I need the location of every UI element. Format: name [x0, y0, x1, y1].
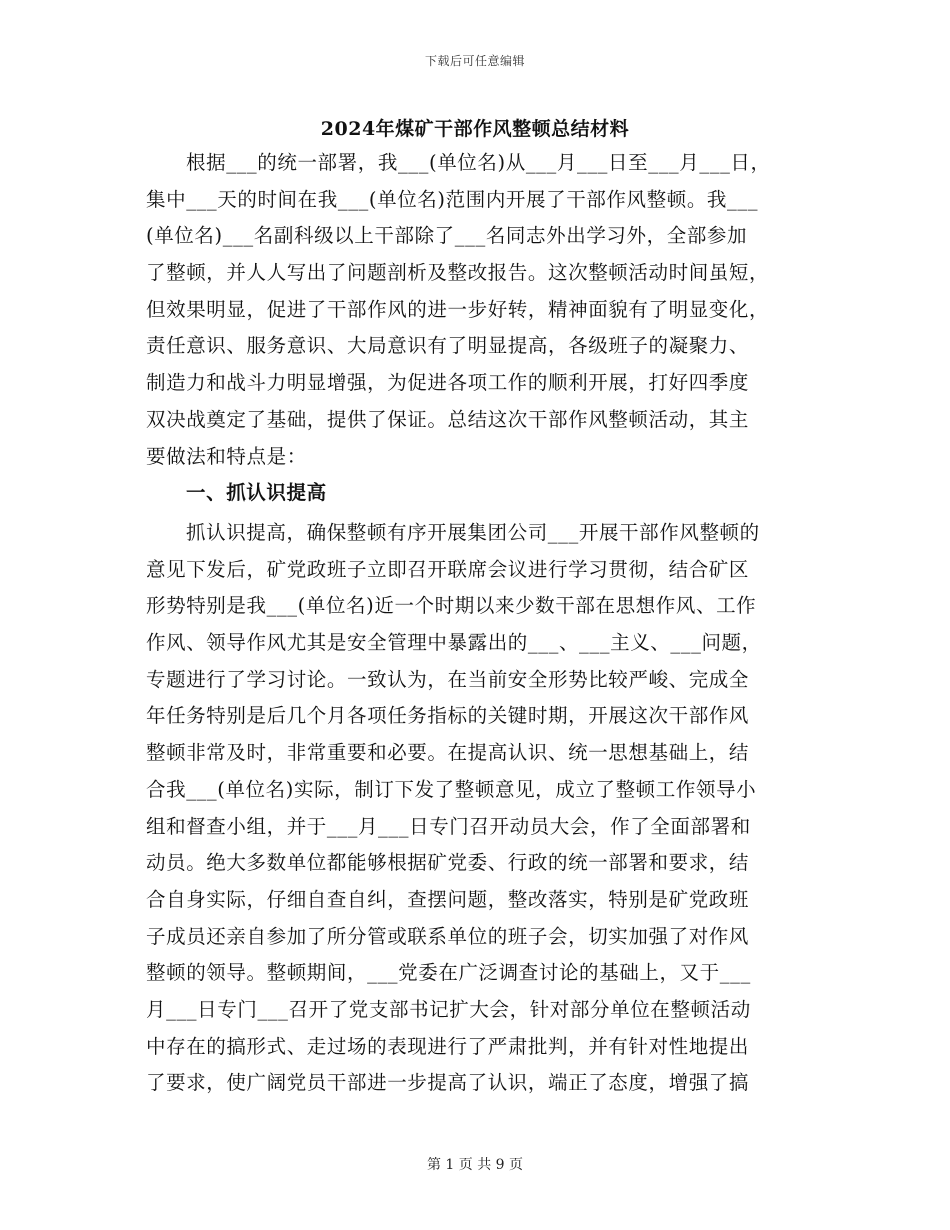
- text-line: 中存在的搞形式、走过场的表现进行了严肃批判，并有针对性地提出: [146, 1034, 750, 1058]
- text-line: 抓认识提高，确保整顿有序开展集团公司___开展干部作风整顿的: [186, 521, 760, 544]
- text-line: 集中___天的时间在我___(单位名)范围内开展了干部作风整顿。我___: [146, 187, 759, 211]
- text-line: 根据___的统一部署，我___(单位名)从___月___日至___月___日，: [186, 151, 771, 174]
- paragraph-1: [146, 145, 806, 512]
- text-line: 整顿非常及时，非常重要和必要。在提高认识、统一思想基础上，结: [146, 741, 750, 765]
- page-number-footer: 第 1 页 共 9 页: [426, 1157, 524, 1173]
- text-line: 了整顿，并人人写出了问题剖析及整改报告。这次整顿活动时间虽短，: [146, 261, 770, 285]
- text-line: 作风、领导作风尤其是安全管理中暴露出的___、___主义、___问题，: [146, 631, 762, 655]
- text-line: 要做法和特点是：: [146, 444, 307, 468]
- text-line: 意见下发后，矿党政班子立即召开联席会议进行学习贯彻，结合矿区: [146, 557, 750, 581]
- text-line: 年任务特别是后几个月各项任务指标的关键时期，开展这次干部作风: [146, 704, 750, 728]
- text-line: 动员。绝大多数单位都能够根据矿党委、行政的统一部署和要求，结: [146, 851, 750, 875]
- text-line: 组和督查小组，并于___月___日专门召开动员大会，作了全面部署和: [146, 814, 751, 838]
- header-note: 下载后可任意编辑: [424, 54, 525, 68]
- text-line: 整顿的领导。整顿期间，___党委在广泛调查讨论的基础上，又于___: [146, 961, 751, 985]
- text-line: 责任意识、服务意识、大局意识有了明显提高，各级班子的凝聚力、: [146, 334, 750, 358]
- text-line: 子成员还亲自参加了所分管或联系单位的班子会，切实加强了对作风: [146, 924, 750, 948]
- section-heading: 一、抓认识提高: [186, 481, 327, 505]
- document-title: 2024年煤矿干部作风整顿总结材料: [320, 118, 630, 140]
- paragraph-2: [146, 515, 806, 1102]
- text-line: 月___日专门___召开了党支部书记扩大会，针对部分单位在整顿活动: [146, 997, 751, 1021]
- text-line: 形势特别是我___(单位名)近一个时期以来少数干部在思想作风、工作: [146, 594, 757, 618]
- text-line: 制造力和战斗力明显增强，为促进各项工作的顺利开展，打好四季度: [146, 371, 750, 395]
- text-line: 合自身实际，仔细自查自纠，查摆问题，整改落实，特别是矿党政班: [146, 887, 750, 911]
- text-line: 但效果明显，促进了干部作风的进一步好转，精神面貌有了明显变化，: [146, 297, 770, 321]
- text-line: 专题进行了学习讨论。一致认为，在当前安全形势比较严峻、完成全: [146, 667, 750, 691]
- text-line: (单位名)___名副科级以上干部除了___名同志外出学习外，全部参加: [146, 224, 748, 248]
- text-line: 合我___(单位名)实际，制订下发了整顿意见，成立了整顿工作领导小: [146, 777, 757, 801]
- text-line: 双决战奠定了基础，提供了保证。总结这次干部作风整顿活动，其主: [146, 407, 750, 431]
- text-line: 了要求，使广阔党员干部进一步提高了认识，端正了态度，增强了搞: [146, 1071, 750, 1095]
